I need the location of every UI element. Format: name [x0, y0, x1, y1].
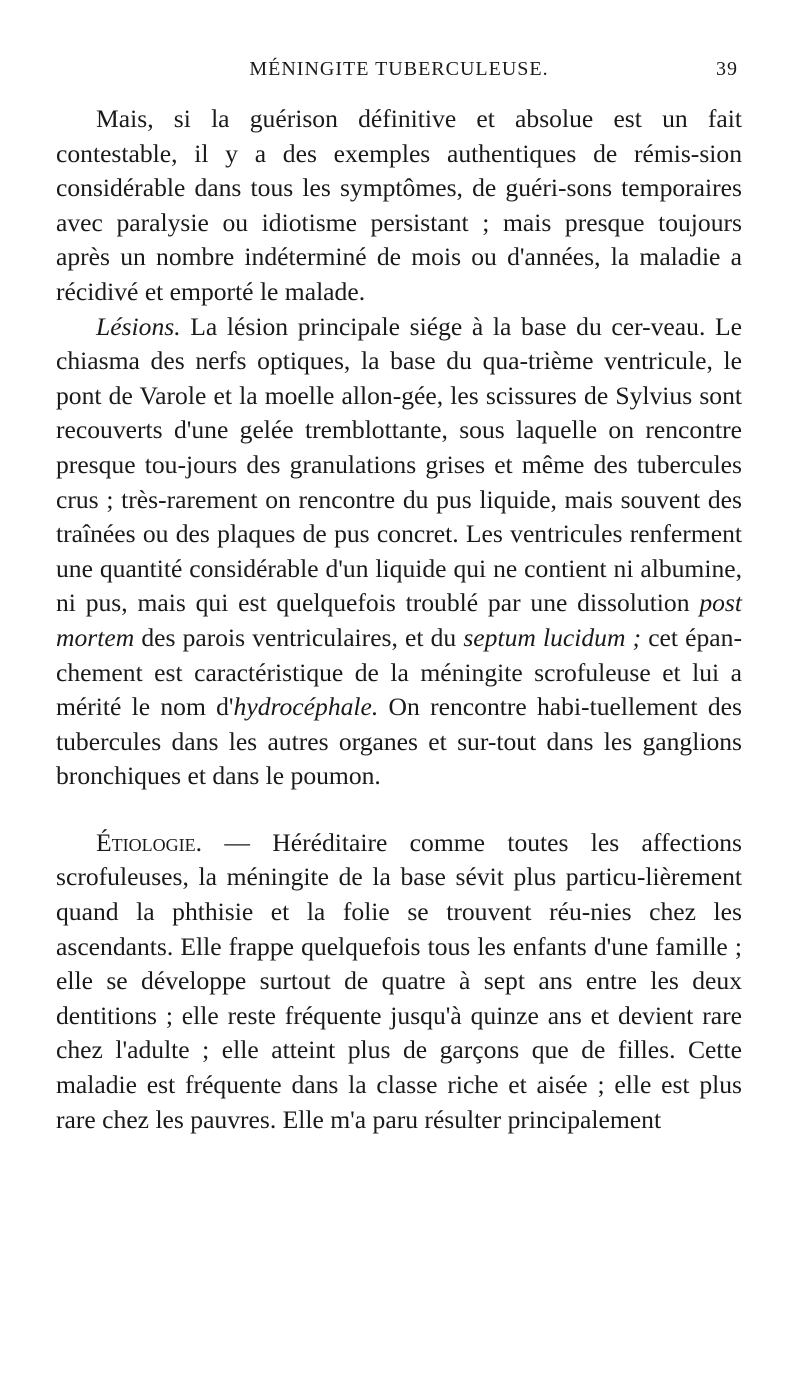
running-header: [56, 58, 742, 92]
etiology-heading: Étiologie.: [96, 827, 203, 857]
book-page: [56, 58, 742, 1137]
lesions-text-d: On rencontre habi-tuellement des tubercules dans les autres organes et sur-tout dans les ganglions bronchiques et dans le poumon.: [56, 692, 742, 791]
lesions-italic-hydrocephale: hydrocéphale.: [233, 692, 379, 722]
lesions-text-c: cet épan-chement est caractéristique de la méningite scrofuleuse et lui a mérité le nom d': [56, 622, 742, 722]
paragraph-prognosis: Mais, si la guérison définitive et absolue est un fait contestable, il y a des exemples authentiques de rémis-sion considérable dans tous les symptômes, de guéri-sons temporaires avec paralysie ou idiotisme persistant ; mais presque toujours après un nombre indéterminé de mois ou d'années, la maladie a récidivé et emporté le malade.: [56, 104, 742, 306]
lesions-text-a: La lésion principale siége à la base du cer-veau. Le chiasma des nerfs optiques, la base du qua-trième ventricule, le pont de Varole et la moelle allon-gée, les scissures de Sylvius sont recouverts d'une gelée tremblottante, sous laquelle on rencontre presque tou-jours des granulations grises et même des tubercules crus ; très-rarement on rencontre du pus liquide, mais souvent des traînées ou des plaques de pus concret. Les ventricules renferment une quantité considérable d'un liquide qui ne contient ni albumine, ni pus, mais qui est quelquefois troublé par une dissolution: [56, 311, 742, 618]
body-text: [56, 102, 742, 1137]
running-title: MÉNINGITE TUBERCULEUSE.: [249, 58, 549, 80]
page-number: 39: [716, 58, 738, 80]
lesions-heading: Lésions.: [96, 311, 181, 341]
lesions-italic-septum: septum lucidum ;: [463, 622, 642, 652]
etiology-text: — Héréditaire comme toutes les affections scrofuleuses, la méningite de la base sévit plus particu-lièrement quand la phthisie et la folie se trouvent réu-nies chez les ascendants. Elle frappe quelquefois tous les enfants d'une famille ; elle se développe surtout de quatre à sept ans entre les deux dentitions ; elle reste fréquente jusqu'à quinze ans et devient rare chez l'adulte ; elle atteint plus de garçons que de filles. Cette maladie est fréquente dans la classe riche et aisée ; elle est plus rare chez les pauvres. Elle m'a paru résulter principalement: [56, 827, 742, 1134]
lesions-italic-post-mortem: post mortem: [56, 588, 742, 652]
paragraph-lesions: [56, 310, 742, 794]
lesions-text-b: des parois ventriculaires, et du: [134, 622, 464, 652]
paragraph-etiology: [56, 826, 742, 1137]
